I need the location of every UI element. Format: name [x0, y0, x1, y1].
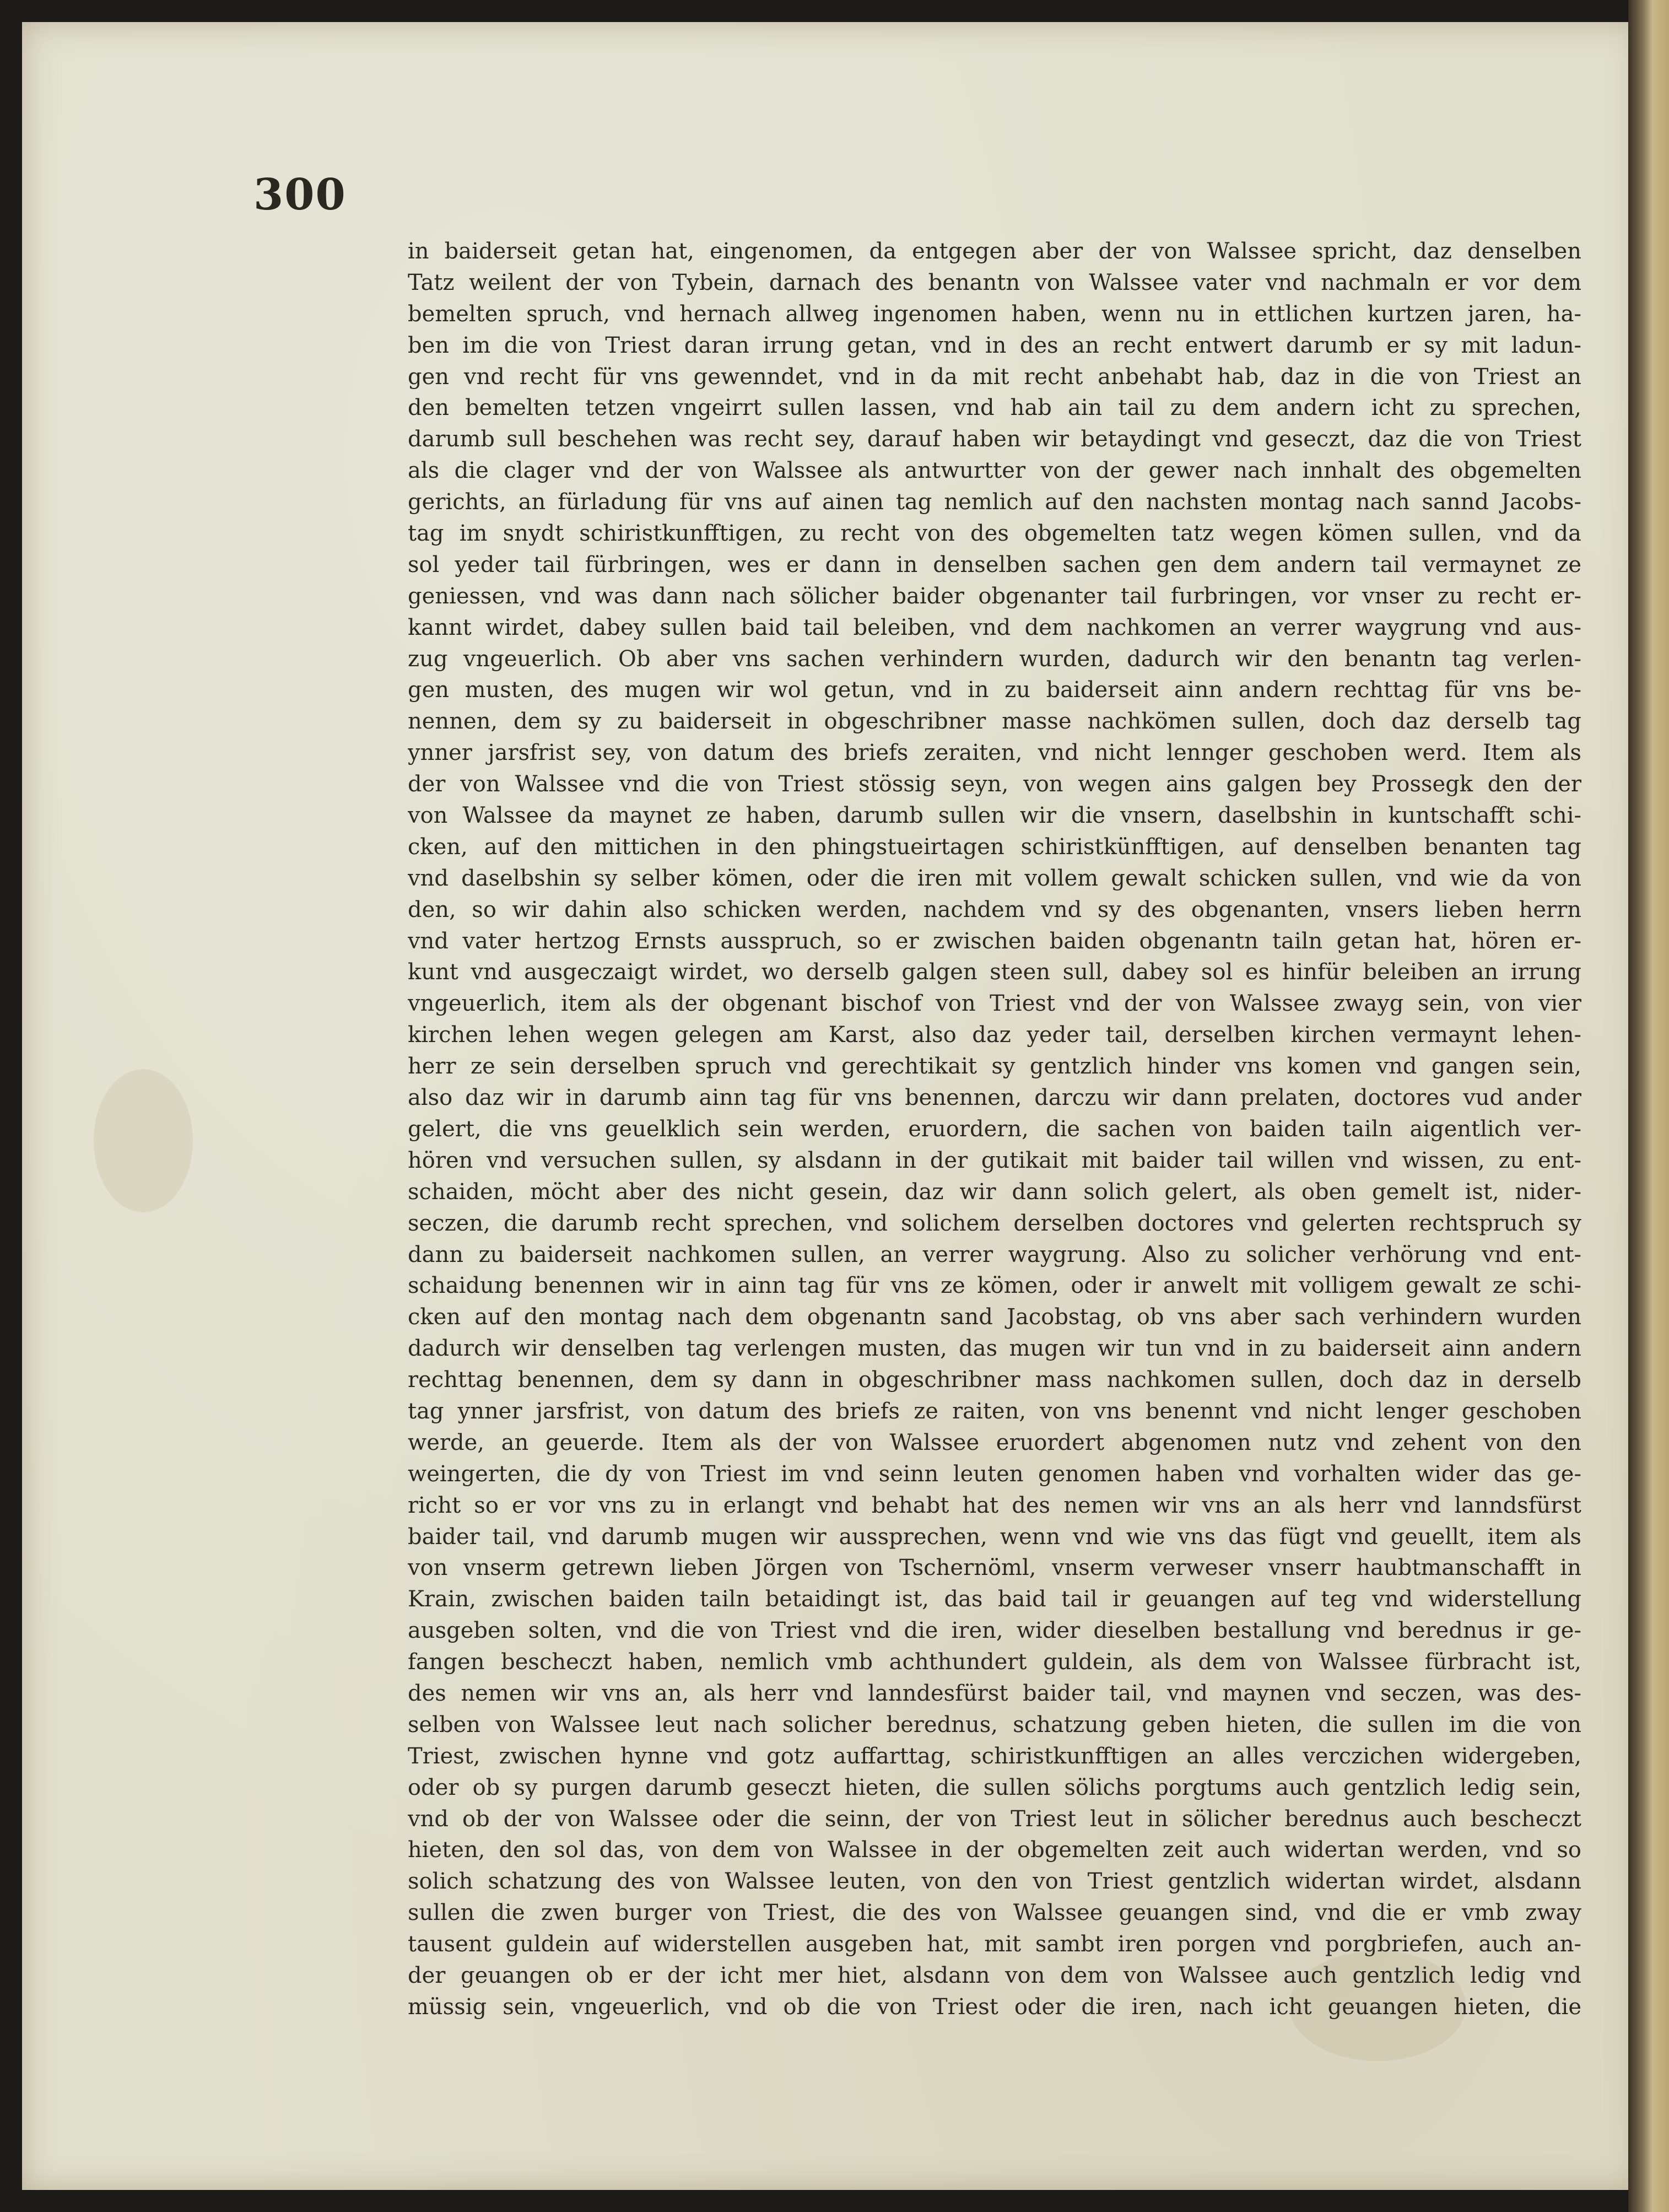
- text-line: müssig sein, vngeuerlich, vnd ob die von Triest oder die iren, nach icht geuangen hieten, die: [408, 1994, 1581, 2020]
- text-line: den, so wir dahin also schicken werden, nachdem vnd sy des obgenanten, vnsers lieben herrn: [408, 897, 1581, 922]
- document-page: [22, 22, 1639, 2190]
- text-line: vngeuerlich, item als der obgenant bischof von Triest vnd der von Walssee zwayg sein, von vier: [408, 991, 1581, 1017]
- book-spine-edge: [1628, 0, 1669, 2212]
- text-line: werde, an geuerde. Item als der von Walssee eruordert abgenomen nutz vnd zehent von den: [408, 1429, 1581, 1455]
- text-line: gen vnd recht für vns gewenndet, vnd in da mit recht anbehabt hab, daz in die von Triest an: [408, 364, 1581, 390]
- text-line: vnd daselbshin sy selber kömen, oder die iren mit vollem gewalt schicken sullen, vnd wie da von: [408, 865, 1581, 891]
- text-line: der geuangen ob er der icht mer hiet, alsdann von dem von Walssee auch gentzlich ledig vnd: [408, 1962, 1581, 1988]
- text-line: Triest, zwischen hynne vnd gotz auffarttag, schiristkunfftigen an alles verczichen widergeben,: [408, 1743, 1581, 1769]
- paper-stain: [94, 1069, 193, 1212]
- text-line: ben im die von Triest daran irrung getan, vnd in des an recht entwert darumb er sy mit ladun-: [408, 332, 1581, 358]
- text-line: kunt vnd ausgeczaigt wirdet, wo derselb galgen steen sull, dabey sol es hinfür beleiben an irrung: [408, 959, 1581, 985]
- text-line: ynner jarsfrist sey, von datum des briefs zeraiten, vnd nicht lennger geschoben werd. Item als: [408, 740, 1581, 766]
- text-line: oder ob sy purgen darumb geseczt hieten, die sullen sölichs porgtums auch gentzlich ledig sein,: [408, 1774, 1581, 1800]
- text-line: von vnserm getrewn lieben Jörgen von Tschernöml, vnserm verweser vnserr haubtmanschafft in: [408, 1555, 1581, 1581]
- text-line: selben von Walssee leut nach solicher berednus, schatzung geben hieten, die sullen im die von: [408, 1712, 1581, 1738]
- text-line: darumb sull beschehen was recht sey, darauf haben wir betaydingt vnd geseczt, daz die von Triest: [408, 427, 1581, 452]
- text-line: von Walssee da maynet ze haben, darumb sullen wir die vnsern, daselbshin in kuntschafft schi-: [408, 803, 1581, 829]
- text-line: kannt wirdet, dabey sullen baid tail beleiben, vnd dem nachkomen an verrer waygrung vnd aus-: [408, 614, 1581, 640]
- text-line: Krain, zwischen baiden tailn betaidingt ist, das baid tail ir geuangen auf teg vnd widerstellung: [408, 1587, 1581, 1612]
- text-line: solich schatzung des von Walssee leuten, von den von Triest gentzlich widertan wirdet, alsdann: [408, 1869, 1581, 1895]
- text-line: gelert, die vns geuelklich sein werden, eruordern, die sachen von baiden tailn aigentlich ver-: [408, 1116, 1581, 1142]
- text-line: zug vngeuerlich. Ob aber vns sachen verhindern wurden, dadurch wir den benantn tag verlen-: [408, 646, 1581, 672]
- text-line: gen musten, des mugen wir wol getun, vnd in zu baiderseit ainn andern rechttag für vns be-: [408, 677, 1581, 703]
- text-line: cken, auf den mittichen in den phingstueirtagen schiristkünfftigen, auf denselben benanten tag: [408, 834, 1581, 860]
- page-number: 300: [253, 170, 347, 220]
- text-line: Tatz weilent der von Tybein, darnach des benantn von Walssee vater vnd nachmaln er vor dem: [408, 269, 1581, 295]
- text-line: weingerten, die dy von Triest im vnd seinn leuten genomen haben vnd vorhalten wider das ge-: [408, 1461, 1581, 1487]
- text-line: also daz wir in darumb ainn tag für vns benennen, darczu wir dann prelaten, doctores vud ander: [408, 1085, 1581, 1111]
- text-line: herr ze sein derselben spruch vnd gerechtikait sy gentzlich hinder vns komen vnd gangen sein,: [408, 1054, 1581, 1080]
- body-text: [408, 236, 1581, 2023]
- text-line: ausgeben solten, vnd die von Triest vnd die iren, wider dieselben bestallung vnd berednus ir ge-: [408, 1618, 1581, 1644]
- text-line: der von Walssee vnd die von Triest stössig seyn, von wegen ains galgen bey Prossegk den der: [408, 771, 1581, 797]
- text-line: baider tail, vnd darumb mugen wir aussprechen, wenn vnd wie vns das fügt vnd geuellt, item als: [408, 1524, 1581, 1550]
- text-line: hören vnd versuchen sullen, sy alsdann in der gutikait mit baider tail willen vnd wissen, zu ent-: [408, 1147, 1581, 1173]
- text-line: fangen bescheczt haben, nemlich vmb achthundert guldein, als dem von Walssee fürbracht ist,: [408, 1649, 1581, 1675]
- text-line: den bemelten tetzen vngeirrt sullen lassen, vnd hab ain tail zu dem andern icht zu sprechen,: [408, 395, 1581, 421]
- text-line: schaiden, möcht aber des nicht gesein, daz wir dann solich gelert, als oben gemelt ist, nider-: [408, 1179, 1581, 1205]
- text-line: dadurch wir denselben tag verlengen musten, das mugen wir tun vnd in zu baiderseit ainn andern: [408, 1336, 1581, 1362]
- text-line: dann zu baiderseit nachkomen sullen, an verrer waygrung. Also zu solicher verhörung vnd ent-: [408, 1242, 1581, 1267]
- text-line: kirchen lehen wegen gelegen am Karst, also daz yeder tail, derselben kirchen vermaynt lehen-: [408, 1022, 1581, 1048]
- text-line: in baiderseit getan hat, eingenomen, da entgegen aber der von Walssee spricht, daz denselben: [408, 239, 1581, 264]
- text-line: tag im snydt schiristkunfftigen, zu recht von des obgemelten tatz wegen kömen sullen, vnd da: [408, 521, 1581, 547]
- text-line: tag ynner jarsfrist, von datum des briefs ze raiten, von vns benennt vnd nicht lenger geschoben: [408, 1398, 1581, 1424]
- text-line: seczen, die darumb recht sprechen, vnd solichem derselben doctores vnd gelerten rechtspruch sy: [408, 1210, 1581, 1236]
- text-line: vnd ob der von Walssee oder die seinn, der von Triest leut in sölicher berednus auch bescheczt: [408, 1806, 1581, 1832]
- text-line: geniessen, vnd was dann nach sölicher baider obgenanter tail furbringen, vor vnser zu recht er-: [408, 583, 1581, 609]
- text-line: schaidung benennen wir in ainn tag für vns ze kömen, oder ir anwelt mit volligem gewalt ze schi-: [408, 1273, 1581, 1299]
- text-line: als die clager vnd der von Walssee als antwurtter von der gewer nach innhalt des obgemelten: [408, 458, 1581, 484]
- text-line: hieten, den sol das, von dem von Walssee in der obgemelten zeit auch widertan werden, vnd so: [408, 1837, 1581, 1863]
- text-line: nennen, dem sy zu baiderseit in obgeschribner masse nachkömen sullen, doch daz derselb tag: [408, 709, 1581, 735]
- text-line: rechttag benennen, dem sy dann in obgeschribner mass nachkomen sullen, doch daz in derselb: [408, 1367, 1581, 1393]
- text-line: des nemen wir vns an, als herr vnd lanndesfürst baider tail, vnd maynen vnd seczen, was des-: [408, 1680, 1581, 1706]
- text-line: cken auf den montag nach dem obgenantn sand Jacobstag, ob vns aber sach verhindern wurden: [408, 1304, 1581, 1330]
- text-line: gerichts, an fürladung für vns auf ainen tag nemlich auf den nachsten montag nach sannd Jacobs-: [408, 489, 1581, 515]
- text-line: vnd vater hertzog Ernsts ausspruch, so er zwischen baiden obgenantn tailn getan hat, hören er-: [408, 928, 1581, 954]
- text-line: sullen die zwen burger von Triest, die des von Walssee geuangen sind, vnd die er vmb zway: [408, 1900, 1581, 1926]
- text-line: tausent guldein auf widerstellen ausgeben hat, mit sambt iren porgen vnd porgbriefen, auch an-: [408, 1932, 1581, 1957]
- text-line: sol yeder tail fürbringen, wes er dann in denselben sachen gen dem andern tail vermaynet ze: [408, 552, 1581, 578]
- text-line: richt so er vor vns zu in erlangt vnd behabt hat des nemen wir vns an als herr vnd lanndsfürst: [408, 1492, 1581, 1518]
- text-line: bemelten spruch, vnd hernach allweg ingenomen haben, wenn nu in ettlichen kurtzen jaren, ha-: [408, 301, 1581, 327]
